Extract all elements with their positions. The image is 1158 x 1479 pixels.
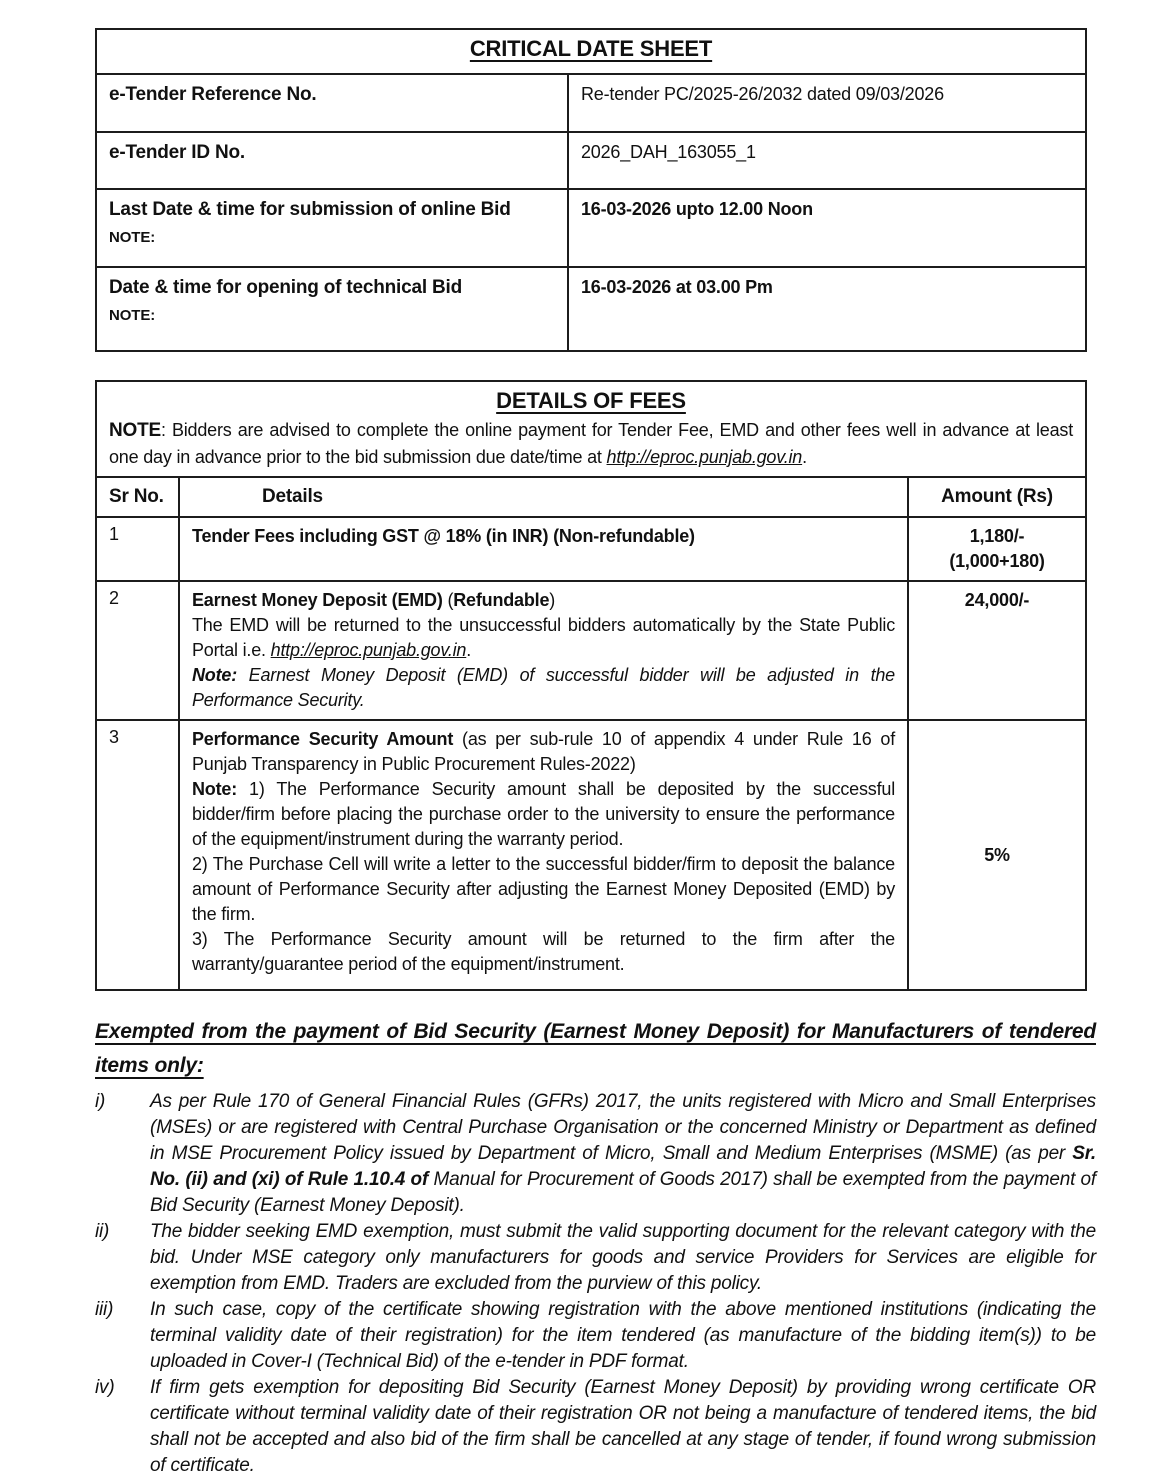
fees-row-1 — [96, 517, 1086, 581]
emd-note-paragraph — [192, 663, 895, 713]
amount-cell — [908, 517, 1086, 581]
list-item-text-pre: In such case, copy of the certificate showing registration with the above mentioned institutions (indicating the terminal validity date of their registration) for the item tendered (as manufacture of the bidding item(s)) to be uploaded in Cover-I (Technical Bid) of the e-tender in PDF format. — [150, 1299, 1096, 1372]
fee-title-line — [192, 588, 895, 613]
emd-note-label: Note: — [192, 665, 237, 685]
list-item-text-post: Manual for Procurement of Goods 2017) shall be exempted from the payment of Bid Security (Earnest Money Deposit). — [150, 1169, 1096, 1216]
row-label: e-Tender Reference No. — [109, 84, 317, 105]
row-value: Re-tender PC/2025-26/2032 dated 09/03/2026 — [581, 84, 944, 104]
table-row — [96, 267, 1086, 351]
details-of-fees-title-wrap — [109, 388, 1073, 414]
performance-note-text: 1) The Performance Security amount shall be deposited by the successful bidder/firm before placing the purchase order to the university to ensure the performance of the equipment/instrument during the warranty period. — [192, 779, 895, 849]
row-value: 2026_DAH_163055_1 — [581, 142, 756, 162]
emd-body-tail: . — [466, 640, 472, 660]
list-item-number: ii) — [95, 1221, 110, 1242]
critical-date-sheet-title: CRITICAL DATE SHEET — [469, 36, 713, 61]
amount-cell — [908, 720, 1086, 990]
fee-title-sep: ( — [442, 590, 454, 610]
performance-title-rest: (as per sub-rule 10 of appendix 4 under Rule 16 of Punjab Transparency in Public Procurement Rules-2022) — [192, 729, 896, 774]
emd-note-text: Earnest Money Deposit (EMD) of successful bidder will be adjusted in the Performance Security. — [192, 665, 895, 710]
fees-note-paragraph — [109, 417, 1073, 470]
critical-date-sheet-table — [95, 28, 1087, 352]
fee-title: Earnest Money Deposit (EMD) — [192, 590, 443, 610]
list-item-text-pre: If firm gets exemption for depositing Bid Security (Earnest Money Deposit) by providing wrong certificate OR certificate without terminal validity date of their registration OR not being a manufacture of tendered items, the bid shall not be accepted and also bid of the firm shall be cancelled at any stage of tender, if found wrong submission of certificate. — [150, 1377, 1096, 1476]
amount-line: 5% — [984, 844, 1010, 865]
fees-header-row — [96, 477, 1086, 517]
row-value: 16-03-2026 at 03.00 Pm — [581, 277, 773, 297]
table-row — [96, 132, 1086, 189]
list-item-text-pre: The bidder seeking EMD exemption, must submit the valid supporting document for the relevant category with the bid. Under MSE category only manufacturers for goods and service Providers for Services are eligible for exemption from EMD. Traders are excluded from the purview of this policy. — [150, 1221, 1096, 1294]
value-cell — [568, 267, 1086, 351]
amount-cell — [908, 581, 1086, 720]
details-cell — [179, 581, 908, 720]
amount-line: 1,180/- — [969, 526, 1025, 546]
critical-date-sheet-title-row — [96, 29, 1086, 74]
critical-date-sheet-title-cell — [96, 29, 1086, 74]
label-cell — [96, 189, 568, 267]
value-cell — [568, 189, 1086, 267]
performance-point-3: 3) The Performance Security amount will be returned to the firm after the warranty/guarantee period of the equipment/instrument. — [192, 929, 895, 974]
value-cell — [568, 74, 1086, 132]
table-row — [96, 74, 1086, 132]
details-of-fees-caption-cell — [96, 381, 1086, 477]
label-cell — [96, 132, 568, 189]
list-item-number: iii) — [95, 1299, 114, 1320]
amount-line: (1,000+180) — [949, 551, 1045, 571]
details-cell — [179, 517, 908, 581]
list-item-text-pre: As per Rule 170 of General Financial Rules (GFRs) 2017, the units registered with Micro and Small Enterprises (MSEs) or are registered with Central Purchase Organisation or the concerned Ministry or Department as defined in MSE Procurement Policy issued by Department of Micro, Small and Medium Enterprises (MSME) (as per — [150, 1091, 1096, 1164]
column-header-amount: Amount (Rs) — [908, 477, 1086, 517]
row-note-label: NOTE: — [109, 229, 156, 246]
list-item-text — [150, 1375, 1096, 1479]
value-cell — [568, 132, 1086, 189]
row-label: Last Date & time for submission of online Bid — [109, 199, 511, 220]
fees-note-tail: . — [802, 447, 807, 467]
eproc-portal-link[interactable]: http://eproc.punjab.gov.in — [270, 640, 467, 660]
details-cell — [179, 720, 908, 990]
fees-row-3 — [96, 720, 1086, 990]
exemption-section — [95, 1015, 1096, 1479]
list-item-text — [150, 1297, 1096, 1375]
fees-note-text: : Bidders are advised to complete the online payment for Tender Fee, EMD and other fees well in advance at least one day in advance prior to the bid submission due date/time at — [109, 420, 1074, 467]
performance-point-2: 2) The Purchase Cell will write a letter to the successful bidder/firm to deposit the balance amount of Performance Security after adjusting the Earnest Money Deposited (EMD) by the firm. — [192, 854, 895, 924]
sr-no-cell: 1 — [96, 517, 179, 581]
list-item — [95, 1297, 1096, 1375]
sr-no-cell: 3 — [96, 720, 179, 990]
list-item-text — [150, 1089, 1096, 1219]
exemption-heading — [95, 1015, 1096, 1083]
column-header-sr-no: Sr No. — [96, 477, 179, 517]
list-item-number: iv) — [95, 1377, 115, 1398]
emd-body-paragraph — [192, 613, 895, 663]
details-of-fees-title: DETAILS OF FEES — [496, 388, 686, 413]
exemption-heading-text: Exempted from the payment of Bid Security (Earnest Money Deposit) for Manufacturers of tendered items only: — [95, 1020, 1096, 1077]
details-of-fees-table — [95, 380, 1087, 991]
fee-title: Performance Security Amount — [192, 729, 454, 749]
details-of-fees-caption-row — [96, 381, 1086, 477]
row-label: e-Tender ID No. — [109, 142, 245, 163]
fee-title-refundable: Refundable — [453, 590, 550, 610]
sr-no-cell: 2 — [96, 581, 179, 720]
fees-row-2 — [96, 581, 1086, 720]
fee-title-close: ) — [549, 590, 556, 610]
list-item — [95, 1375, 1096, 1479]
performance-note-label: Note: — [192, 779, 237, 799]
performance-note-paragraph — [192, 777, 895, 852]
column-header-details: Details — [179, 477, 908, 517]
row-note-label: NOTE: — [109, 307, 156, 324]
list-item — [95, 1089, 1096, 1219]
list-item-text-bold: Sr. No. (ii) and (xi) of Rule 1.10.4 of — [150, 1143, 1096, 1190]
emd-body-text: The EMD will be returned to the unsuccessful bidders automatically by the State Public Portal i.e. — [192, 615, 895, 660]
label-cell — [96, 74, 568, 132]
fee-title: Tender Fees including GST @ 18% (in INR) (Non-refundable) — [192, 526, 695, 546]
list-item-number: i) — [95, 1091, 106, 1112]
row-value: 16-03-2026 upto 12.00 Noon — [581, 199, 813, 219]
row-label: Date & time for opening of technical Bid — [109, 277, 463, 298]
fees-note-label: NOTE — [109, 420, 161, 441]
performance-title-paragraph — [192, 727, 895, 777]
label-cell — [96, 267, 568, 351]
table-row — [96, 189, 1086, 267]
list-item-text — [150, 1219, 1096, 1297]
eproc-portal-link[interactable]: http://eproc.punjab.gov.in — [606, 447, 803, 467]
amount-line: 24,000/- — [964, 590, 1030, 610]
list-item — [95, 1219, 1096, 1297]
